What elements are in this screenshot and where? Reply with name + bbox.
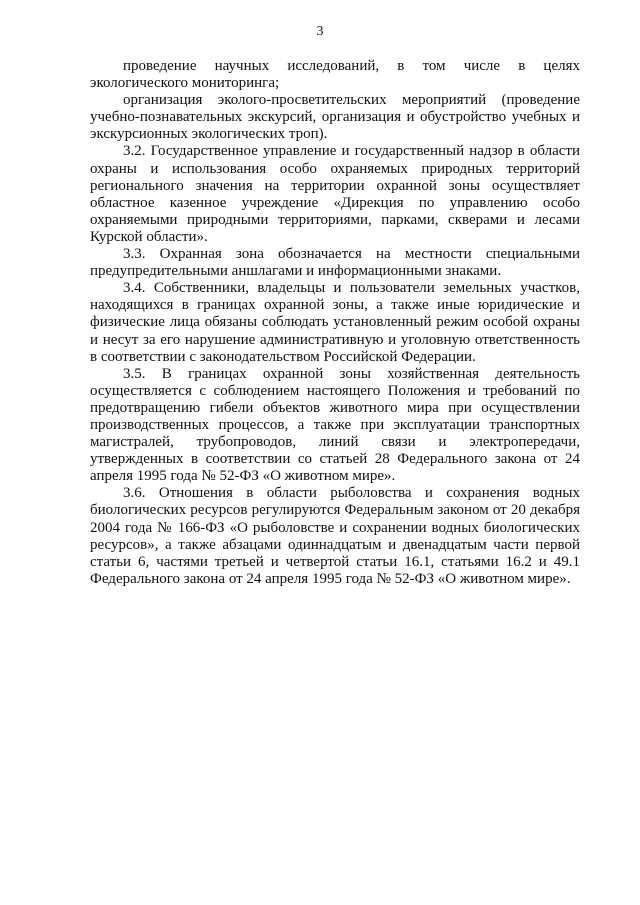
paragraph-3-6: 3.6. Отношения в области рыболовства и сохранения водных биологических ресурсов регулируются Федеральным законом от 20 декабря 2004 года № 166-ФЗ «О рыболовстве и сохранении водных биологических ресурсов», а также абзацами одиннадцатым и двенадцатым части первой статьи 6, частями третьей и четвертой статьи 16.1, статьями 16.2 и 49.1 Федерального закона от 24 апреля 1995 года № 52-ФЗ «О животном мире». bbox=[90, 485, 580, 587]
paragraph-3-4: 3.4. Собственники, владельцы и пользователи земельных участков, находящихся в границах охранной зоны, а также иные юридические и физические лица обязаны соблюдать установленный режим особой охраны и несут за его нарушение административную и уголовную ответственность в соответствии с законодательством Российской Федерации. bbox=[90, 280, 580, 365]
paragraph-education-events: организация эколого-просветительских мероприятий (проведение учебно-познавательных экскурсий, организация и обустройство учебных и экскурсионных экологических троп). bbox=[90, 92, 580, 143]
paragraph-3-2: 3.2. Государственное управление и государственный надзор в области охраны и использования особо охраняемых природных территорий регионального значения на территории охранной зоны осуществляет областное казенное учреждение «Дирекция по управлению особо охраняемыми природными территориями, парками, скверами и лесами Курской области». bbox=[90, 143, 580, 245]
page-number: 3 bbox=[316, 24, 324, 39]
document-body bbox=[90, 58, 580, 588]
paragraph-research: проведение научных исследований, в том числе в целях экологического мониторинга; bbox=[90, 58, 580, 92]
paragraph-3-3: 3.3. Охранная зона обозначается на местности специальными предупредительными аншлагами и информационными знаками. bbox=[90, 246, 580, 280]
paragraph-3-5: 3.5. В границах охранной зоны хозяйственная деятельность осуществляется с соблюдением настоящего Положения и требований по предотвращению гибели объектов животного мира при осуществлении производственных процессов, а также при эксплуатации транспортных магистралей, трубопроводов, линий связи и электропередачи, утвержденных в соответствии со статьей 28 Федерального закона от 24 апреля 1995 года № 52-ФЗ «О животном мире». bbox=[90, 365, 580, 485]
